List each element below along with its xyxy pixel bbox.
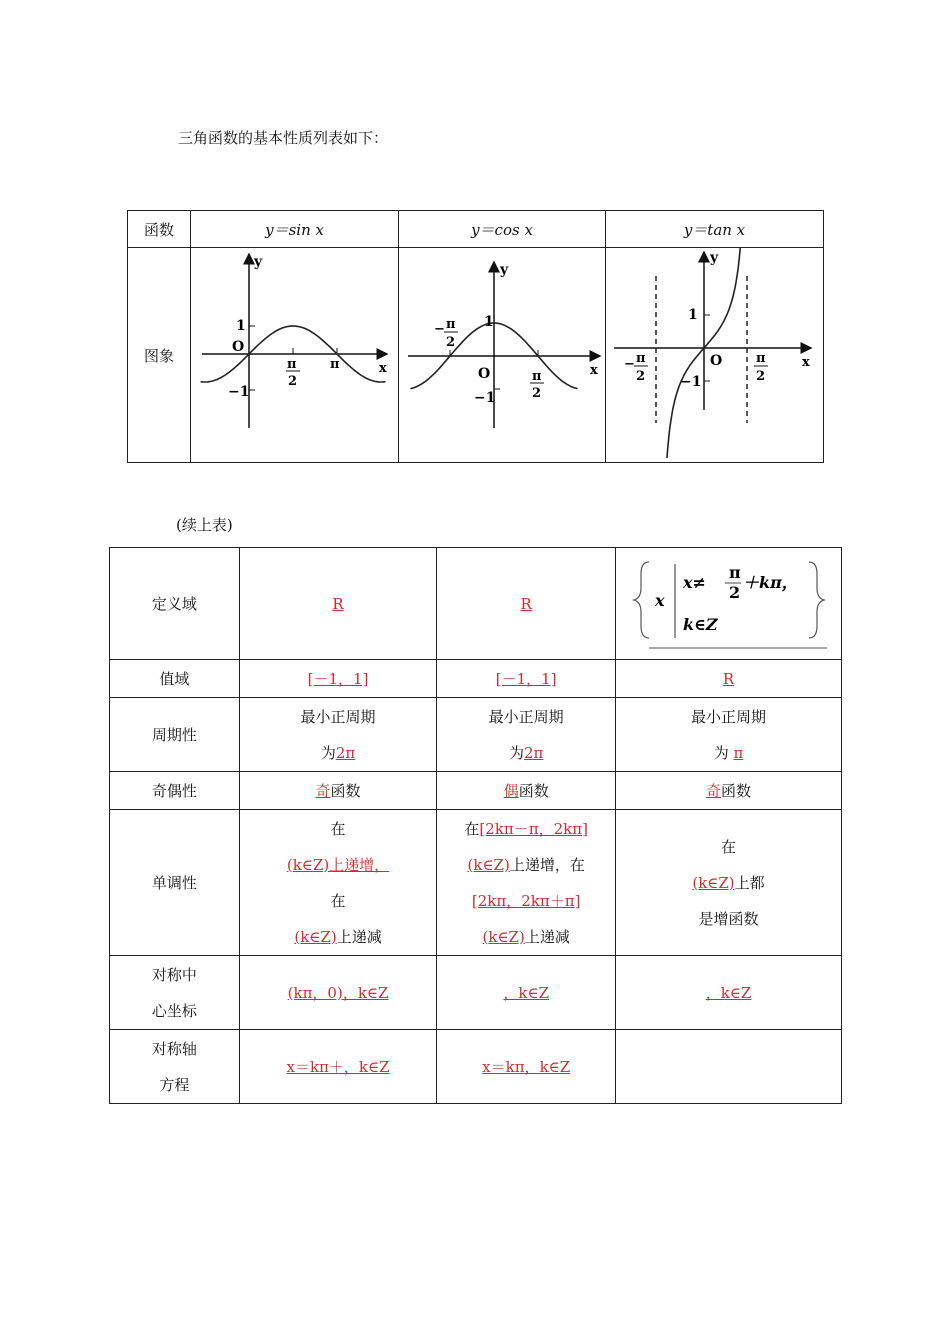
- cos-monotonicity: 在[2kπ－π，2kπ] (k∈Z)上递增，在 [2kπ，2kπ＋π] (k∈Z)上递减: [437, 810, 616, 956]
- svg-text:1: 1: [483, 314, 494, 330]
- row-label: 对称中 心坐标: [110, 956, 240, 1030]
- sin-period: 最小正周期 为2π: [239, 698, 437, 772]
- table-row: [110, 698, 842, 772]
- svg-text:π: π: [531, 369, 542, 384]
- tan-monotonicity: 在 (k∈Z)上都 是增函数: [616, 810, 842, 956]
- cos-symmetry-axis: x＝kπ，k∈Z: [437, 1030, 616, 1104]
- table-row: [110, 660, 842, 698]
- svg-text:2: 2: [756, 369, 766, 384]
- svg-text:2: 2: [531, 386, 541, 401]
- svg-text:＋kπ，: ＋kπ，: [742, 572, 798, 592]
- row-label: 周期性: [110, 698, 240, 772]
- svg-text:1: 1: [235, 318, 246, 334]
- sin-header: y＝sin x: [191, 211, 399, 248]
- svg-text:y: y: [710, 250, 719, 266]
- cos-range: [－1，1]: [437, 660, 616, 698]
- cos-graph-cell: [399, 248, 606, 463]
- svg-text:−1: −1: [680, 374, 702, 390]
- sin-symmetry-center: (kπ，0)，k∈Z: [239, 956, 437, 1030]
- svg-text:x: x: [802, 355, 811, 370]
- sin-domain: R: [239, 548, 437, 660]
- svg-text:x≠: x≠: [682, 572, 706, 592]
- sin-parity: 奇函数: [239, 772, 437, 810]
- tan-domain-set: [631, 554, 827, 650]
- tan-parity: 奇函数: [616, 772, 842, 810]
- svg-text:x: x: [589, 363, 598, 378]
- table-row: [128, 211, 824, 248]
- svg-text:2: 2: [445, 335, 455, 350]
- svg-text:2: 2: [287, 374, 297, 389]
- row-label: 值域: [110, 660, 240, 698]
- table-row: [110, 548, 842, 660]
- row-label: 单调性: [110, 810, 240, 956]
- svg-text:π: π: [728, 562, 741, 582]
- tan-symmetry-center: ，k∈Z: [616, 956, 842, 1030]
- sin-graph: [192, 248, 398, 458]
- svg-text:y: y: [499, 262, 508, 278]
- row-label: 奇偶性: [110, 772, 240, 810]
- svg-text:π: π: [756, 351, 766, 366]
- svg-text:O: O: [231, 339, 244, 355]
- svg-text:k∈Z: k∈Z: [682, 614, 718, 634]
- tan-range: R: [616, 660, 842, 698]
- tan-symmetry-axis: [616, 1030, 842, 1104]
- sin-graph-cell: [191, 248, 399, 463]
- svg-text:1: 1: [688, 307, 699, 323]
- sin-symmetry-axis: x＝kπ＋，k∈Z: [239, 1030, 437, 1104]
- svg-text:π: π: [445, 317, 456, 332]
- table-row: [110, 772, 842, 810]
- svg-text:x: x: [378, 361, 387, 376]
- svg-text:π: π: [636, 351, 646, 366]
- cos-period: 最小正周期 为2π: [437, 698, 616, 772]
- image-label: 图象: [128, 248, 191, 463]
- svg-text:O: O: [710, 353, 723, 369]
- row-label: 对称轴 方程: [110, 1030, 240, 1104]
- table-row: [128, 248, 824, 463]
- sin-range: [－1，1]: [239, 660, 437, 698]
- sin-monotonicity: 在 (k∈Z)上递增， 在 (k∈Z)上递减: [239, 810, 437, 956]
- svg-text:y: y: [253, 254, 262, 270]
- cos-graph: [400, 248, 605, 458]
- table-row: [110, 1030, 842, 1104]
- table-row: [110, 956, 842, 1030]
- svg-text:−: −: [624, 357, 636, 372]
- cos-domain: R: [437, 548, 616, 660]
- tan-header: y＝tan x: [605, 211, 823, 248]
- tan-graph: [606, 248, 822, 458]
- properties-table: [109, 547, 842, 1104]
- tan-graph-cell: [605, 248, 823, 463]
- svg-text:O: O: [477, 366, 490, 382]
- svg-text:2: 2: [728, 582, 740, 602]
- svg-text:π: π: [286, 357, 297, 372]
- cos-header: y＝cos x: [399, 211, 606, 248]
- svg-text:π: π: [329, 357, 340, 372]
- cos-symmetry-center: ，k∈Z: [437, 956, 616, 1030]
- svg-text:2: 2: [636, 369, 646, 384]
- svg-text:−1: −1: [473, 390, 495, 406]
- function-graph-table: [127, 210, 824, 463]
- continued-label: (续上表): [176, 516, 233, 534]
- row-label: 定义域: [110, 548, 240, 660]
- header-label: 函数: [128, 211, 191, 248]
- table-row: [110, 810, 842, 956]
- intro-text: 三角函数的基本性质列表如下：: [178, 129, 389, 147]
- svg-text:−: −: [433, 322, 445, 337]
- tan-domain: [616, 548, 842, 660]
- svg-text:x: x: [654, 590, 665, 610]
- cos-parity: 偶函数: [437, 772, 616, 810]
- tan-period: 最小正周期 为 π: [616, 698, 842, 772]
- svg-text:−1: −1: [227, 384, 250, 400]
